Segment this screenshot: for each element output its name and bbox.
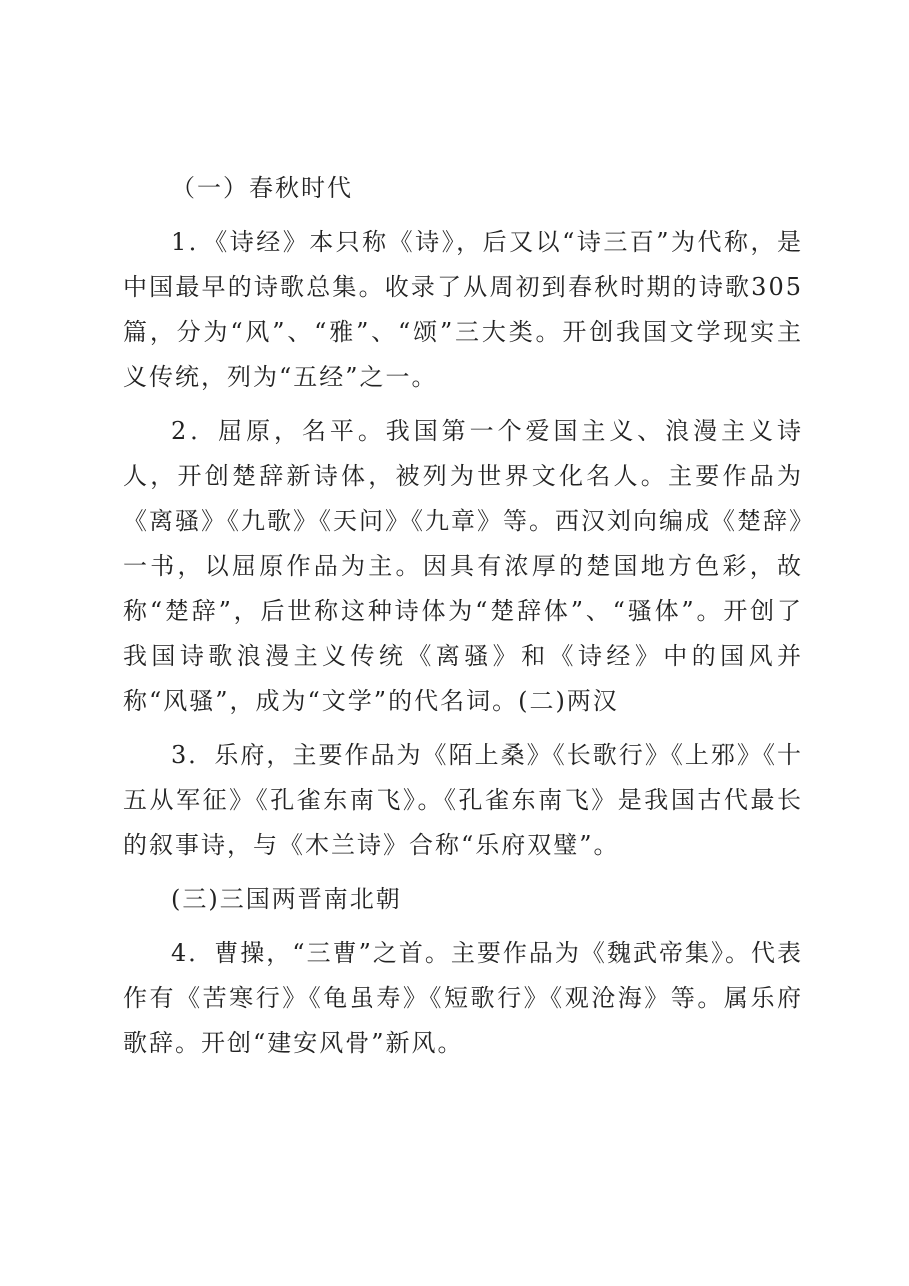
section-heading-three-kingdoms: (三)三国两晋南北朝 xyxy=(171,885,402,913)
section-heading-spring-autumn: （一）春秋时代 xyxy=(171,174,353,202)
paragraph-caocao: 4．曹操，“三曹”之首。主要作品为《魏武帝集》。代表作有《苦寒行》《龟虽寿》《短歌行》《观沧海》等。属乐府歌辞。开创“建安风骨”新风。 xyxy=(123,939,803,1057)
paragraph-yuefu: 3．乐府，主要作品为《陌上桑》《长歌行》《上邪》《十五从军征》《孔雀东南飞》。《孔雀东南飞》是我国古代最长的叙事诗，与《木兰诗》合称“乐府双璧”。 xyxy=(123,741,803,859)
paragraph-quyuan: 2．屈原，名平。我国第一个爱国主义、浪漫主义诗人，开创楚辞新诗体，被列为世界文化名人。主要作品为《离骚》《九歌》《天问》《九章》等。西汉刘向编成《楚辞》一书，以屈原作品为主。因具有浓厚的楚国地方色彩，故称“楚辞”，后世称这种诗体为“楚辞体”、“骚体”。开创了我国诗歌浪漫主义传统《离骚》和《诗经》中的国风并称“风骚”，成为“文学”的代名词。(二)两汉 xyxy=(123,417,803,715)
paragraph-shijing: 1．《诗经》本只称《诗》，后又以“诗三百”为代称，是中国最早的诗歌总集。收录了从周初到春秋时期的诗歌305篇，分为“风”、“雅”、“颂”三大类。开创我国文学现实主义传统，列为“五经”之一。 xyxy=(123,228,803,391)
document-body xyxy=(123,166,803,1075)
